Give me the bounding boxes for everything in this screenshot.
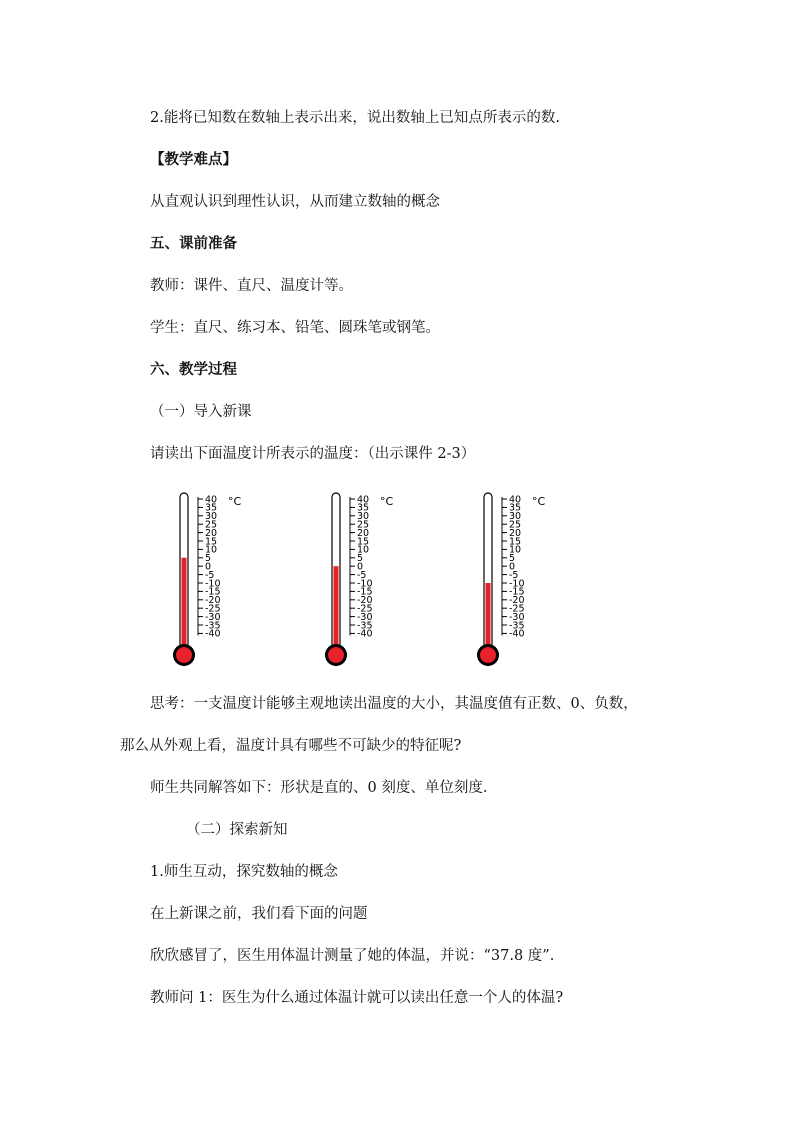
thermometer-tick-label: -25	[509, 603, 525, 615]
thermometer-2	[325, 493, 394, 666]
thermometer-tick-label: -35	[509, 620, 525, 632]
subheading-explore: （二）探索新知	[186, 822, 288, 838]
thermometer-tick-label: -15	[205, 586, 221, 598]
difficulty-text: 从直观认识到理性认识，从而建立数轴的概念	[150, 194, 440, 210]
objective-2: 2.能将已知数在数轴上表示出来，说出数轴上已知点所表示的数.	[150, 110, 560, 126]
thermometer-tick-label: 40	[509, 494, 522, 506]
thermometer-tick-label: -40	[205, 628, 221, 640]
thermometer-tick-label: -10	[357, 578, 373, 590]
thermometer-tick-label: 40	[357, 494, 370, 506]
thermometer-tick-label: -10	[205, 578, 221, 590]
heading-process: 六、教学过程	[150, 361, 237, 378]
thermometer-tick-label: 25	[509, 519, 522, 531]
thermometer-bulb	[176, 647, 192, 663]
thermometer-tick-label: 20	[357, 527, 370, 539]
thermometer-tick-label: -5	[509, 569, 519, 581]
thermometer-tick-label: -20	[509, 595, 525, 607]
thermometer-tick-label: -25	[357, 603, 373, 615]
thermometer-tick-label: -5	[205, 569, 215, 581]
thermometer-tick-label: 35	[357, 502, 370, 514]
thermometer-tick-label: -5	[357, 569, 367, 581]
thermometer-tick-label: 10	[205, 544, 218, 556]
joint-answer: 师生共同解答如下：形状是直的、0 刻度、单位刻度.	[150, 780, 488, 796]
thermometer-unit-label: °C	[380, 495, 394, 508]
heading-teaching-difficulty: 【教学难点】	[150, 151, 237, 168]
thermometer-tick-label: -40	[509, 628, 525, 640]
thermometer-tick-label: 0	[357, 561, 364, 573]
thermometer-tick-label: 20	[509, 527, 522, 539]
thermometer-tick-label: 0	[509, 561, 516, 573]
think-question-cont: 那么从外观上看，温度计具有哪些不可缺少的特征呢?	[120, 738, 462, 754]
thermometer-tick-label: 30	[205, 511, 218, 523]
thermometer-tick-label: -25	[205, 603, 221, 615]
thermometer-tick-label: 5	[357, 553, 364, 565]
thermometer-1	[173, 493, 242, 666]
thermometer-tick-label: -40	[357, 628, 373, 640]
thermometer-tick-label: 25	[357, 519, 370, 531]
teacher-materials: 教师：课件、直尺、温度计等。	[150, 278, 353, 294]
thermometer-tick-label: -10	[509, 578, 525, 590]
thermometer-figure	[160, 485, 580, 675]
thermometer-tick-label: -30	[509, 611, 525, 623]
thermometer-fill	[182, 558, 187, 655]
thermometer-unit-label: °C	[228, 495, 242, 508]
thermometer-tick-label: 20	[205, 527, 218, 539]
thermometer-tick-label: -15	[357, 586, 373, 598]
xinxin-story: 欣欣感冒了，医生用体温计测量了她的体温，并说：“37.8 度”.	[150, 948, 555, 964]
thermometer-tick-label: -20	[205, 595, 221, 607]
thermometer-bulb	[480, 647, 496, 663]
thermometer-tick-label: -15	[509, 586, 525, 598]
thermometer-tick-label: -35	[357, 620, 373, 632]
thermometer-tick-label: 35	[205, 502, 218, 514]
read-temperature-prompt: 请读出下面温度计所表示的温度：（出示课件 2-3）	[150, 446, 476, 462]
thermometer-tick-label: 5	[509, 553, 516, 565]
thermometer-tick-label: 35	[509, 502, 522, 514]
student-materials: 学生：直尺、练习本、铅笔、圆珠笔或钢笔。	[150, 320, 440, 336]
think-question: 思考：一支温度计能够主观地读出温度的大小，其温度值有正数、0、负数，	[150, 696, 638, 712]
thermometer-tick-label: -30	[205, 611, 221, 623]
thermometer-tick-label: 25	[205, 519, 218, 531]
thermometer-tick-label: 10	[509, 544, 522, 556]
teacher-question-1: 教师问 1：医生为什么通过体温计就可以读出任意一个人的体温?	[150, 990, 564, 1006]
thermometer-unit-label: °C	[532, 495, 546, 508]
before-new-lesson: 在上新课之前，我们看下面的问题	[150, 906, 368, 922]
thermometer-tick-label: 5	[205, 553, 212, 565]
thermometer-tick-label: 10	[357, 544, 370, 556]
thermometer-tick-label: 30	[357, 511, 370, 523]
thermometer-tick-label: 30	[509, 511, 522, 523]
thermometer-tick-label: 0	[205, 561, 212, 573]
thermometer-tick-label: 15	[357, 536, 370, 548]
thermometer-fill	[334, 566, 339, 655]
thermometer-tick-label: -30	[357, 611, 373, 623]
interaction-item-1: 1.师生互动，探究数轴的概念	[150, 864, 338, 880]
thermometer-tick-label: 40	[205, 494, 218, 506]
thermometer-tick-label: -35	[205, 620, 221, 632]
heading-preparation: 五、课前准备	[150, 235, 237, 252]
thermometer-3	[477, 493, 546, 666]
thermometer-tick-label: 15	[205, 536, 218, 548]
thermometer-bulb	[328, 647, 344, 663]
subheading-intro: （一）导入新课	[150, 404, 252, 420]
thermometer-tick-label: 15	[509, 536, 522, 548]
thermometer-tick-label: -20	[357, 595, 373, 607]
